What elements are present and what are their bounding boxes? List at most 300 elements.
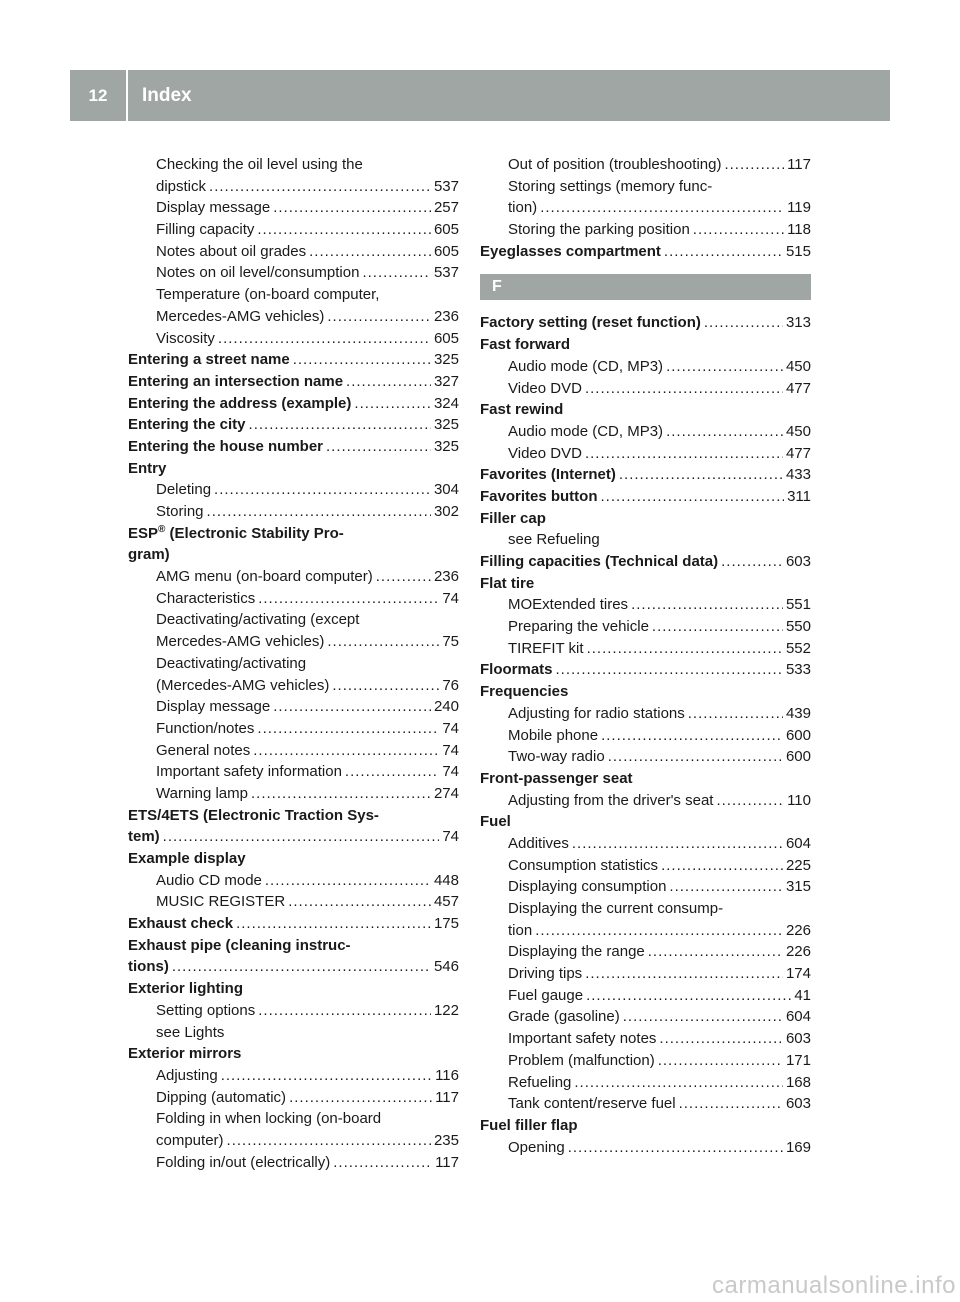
dot-leader xyxy=(288,891,431,913)
entry-text: Display message xyxy=(156,698,271,716)
entry-text: Deactivating/activating xyxy=(156,654,307,672)
page-ref: 600 xyxy=(785,726,811,744)
index-subentry xyxy=(480,176,811,198)
entry-text: Eyeglasses compartment xyxy=(480,242,661,260)
index-subentry xyxy=(480,1050,811,1072)
entry-text: Out of position (troubleshooting) xyxy=(508,156,722,173)
dot-leader xyxy=(659,1028,783,1050)
entry-text: Exterior mirrors xyxy=(128,1045,242,1063)
entry-text: Viscosity xyxy=(156,329,215,347)
index-heading xyxy=(480,464,811,486)
dot-leader xyxy=(716,790,784,812)
index-heading xyxy=(480,681,811,703)
index-subentry xyxy=(128,783,459,805)
dot-leader xyxy=(572,833,783,855)
index-subentry xyxy=(128,891,459,913)
index-subentry xyxy=(128,1022,459,1044)
index-subentry xyxy=(128,1108,459,1130)
index-subentry xyxy=(480,746,811,768)
page-ref: 550 xyxy=(785,618,811,636)
entry-text: Filling capacity xyxy=(156,221,255,239)
index-heading xyxy=(128,371,459,393)
entry-text: Storing the parking position xyxy=(508,221,690,239)
dot-leader xyxy=(221,1065,432,1087)
entry-text: Setting options xyxy=(156,1001,256,1019)
dot-leader xyxy=(648,941,783,963)
index-subentry xyxy=(128,566,459,588)
index-subentry xyxy=(128,197,459,219)
section-letter-bar: F xyxy=(480,274,811,300)
page-ref: 74 xyxy=(442,828,459,846)
index-subentry xyxy=(480,898,811,920)
entry-text: Warning lamp xyxy=(156,784,248,802)
index-subentry xyxy=(480,855,811,877)
index-heading xyxy=(128,436,459,458)
entry-text: Consumption statistics xyxy=(508,856,659,874)
page-ref: 439 xyxy=(785,704,811,722)
entry-text: Important safety information xyxy=(156,763,342,781)
dot-leader xyxy=(163,826,440,848)
dot-leader xyxy=(327,631,439,653)
page-ref: 169 xyxy=(785,1138,811,1156)
page-ref: 41 xyxy=(794,986,811,1004)
page-ref: 117 xyxy=(435,1153,459,1171)
dot-leader xyxy=(376,566,431,588)
dot-leader xyxy=(227,1130,431,1152)
index-subentry xyxy=(128,284,459,306)
entry-text: Entering a street name xyxy=(128,351,290,369)
index-subentry xyxy=(128,1152,459,1174)
index-subentry xyxy=(128,761,459,783)
entry-text: Tank content/reserve fuel xyxy=(508,1095,676,1113)
page-ref: 225 xyxy=(785,856,811,874)
index-column-right xyxy=(480,154,811,1158)
dot-leader xyxy=(293,349,431,371)
index-heading xyxy=(480,486,811,508)
entry-text: Adjusting for radio stations xyxy=(508,704,685,722)
index-heading xyxy=(128,458,459,480)
entry-text: tion) xyxy=(508,199,538,217)
index-subentry xyxy=(128,1000,459,1022)
dot-leader xyxy=(251,783,431,805)
index-subentry xyxy=(480,725,811,747)
page-ref: 236 xyxy=(433,307,459,325)
page-ref: 537 xyxy=(433,264,459,282)
index-subentry xyxy=(128,653,459,675)
entry-text: Fuel filler flap xyxy=(480,1116,578,1134)
dot-leader xyxy=(619,464,783,486)
index-subentry xyxy=(480,421,811,443)
index-subentry xyxy=(128,870,459,892)
entry-text: Mobile phone xyxy=(508,726,599,744)
dot-leader xyxy=(236,913,431,935)
index-subentry xyxy=(128,588,459,610)
entry-text: Entering the city xyxy=(128,416,246,434)
entry-text: Opening xyxy=(508,1138,565,1156)
page-ref: 325 xyxy=(433,437,459,455)
index-heading xyxy=(480,241,811,263)
index-subentry xyxy=(128,262,459,284)
page-ref: 110 xyxy=(787,791,811,809)
dot-leader xyxy=(258,588,439,610)
dot-leader xyxy=(631,594,783,616)
entry-text: dipstick xyxy=(156,177,207,195)
page-ref: 604 xyxy=(785,834,811,852)
index-group-f xyxy=(480,312,811,1158)
entry-text: Fuel gauge xyxy=(508,986,584,1004)
entry-text: Mercedes-AMG vehicles) xyxy=(156,633,325,651)
index-subentry xyxy=(480,154,811,176)
header-divider xyxy=(126,70,128,121)
dot-leader xyxy=(658,1050,783,1072)
page-ref: 600 xyxy=(785,748,811,766)
index-subentry xyxy=(480,197,811,219)
index-subentry xyxy=(128,328,459,350)
dot-leader xyxy=(568,1137,783,1159)
entry-text: Characteristics xyxy=(156,589,256,607)
index-heading xyxy=(480,1115,811,1137)
dot-leader xyxy=(207,501,431,523)
index-subentry xyxy=(128,176,459,198)
dot-leader xyxy=(585,963,783,985)
entry-text: Refueling xyxy=(508,1073,572,1091)
dot-leader xyxy=(623,1006,783,1028)
index-heading xyxy=(480,659,811,681)
dot-leader xyxy=(257,219,431,241)
entry-text: tion xyxy=(508,921,533,939)
index-subentry xyxy=(128,631,459,653)
dot-leader xyxy=(172,956,431,978)
watermark: carmanualsonline.info xyxy=(712,1272,956,1299)
entry-text: Deleting xyxy=(156,481,212,499)
entry-text: MOExtended tires xyxy=(508,596,629,614)
index-subentry xyxy=(128,1065,459,1087)
entry-text: (Mercedes-AMG vehicles) xyxy=(156,676,330,694)
page-ref: 315 xyxy=(785,878,811,896)
page-ref: 274 xyxy=(433,784,459,802)
dot-leader xyxy=(362,262,431,284)
page-ref: 327 xyxy=(433,372,459,390)
index-column-left xyxy=(128,154,459,1173)
entry-text: Grade (gasoline) xyxy=(508,1008,620,1026)
index-subentry xyxy=(480,941,811,963)
index-subentry xyxy=(128,241,459,263)
entry-text: see Lights xyxy=(156,1023,225,1041)
index-subentry xyxy=(480,790,811,812)
entry-text: Floormats xyxy=(480,661,553,679)
entry-text: Audio CD mode xyxy=(156,871,262,889)
page-ref: 533 xyxy=(785,661,811,679)
page-ref: 304 xyxy=(433,481,459,499)
page-ref: 74 xyxy=(442,763,459,781)
entry-text: Deactivating/activating (except xyxy=(156,611,360,629)
dot-leader xyxy=(669,876,783,898)
index-subentry xyxy=(128,154,459,176)
entry-text: Exhaust check xyxy=(128,915,234,933)
page-ref: 226 xyxy=(785,943,811,961)
page-ref: 603 xyxy=(785,553,811,570)
page-ref: 118 xyxy=(787,221,811,239)
page-ref: 240 xyxy=(433,698,459,716)
dot-leader xyxy=(704,312,783,334)
dot-leader xyxy=(652,616,783,638)
page-ref: 551 xyxy=(785,596,811,614)
index-heading xyxy=(128,848,459,870)
dot-leader xyxy=(585,378,783,400)
entry-text: Frequencies xyxy=(480,683,569,701)
dot-leader xyxy=(556,659,783,681)
entry-text: Adjusting from the driver's seat xyxy=(508,791,714,809)
entry-text: Fuel xyxy=(480,813,511,831)
index-heading xyxy=(128,805,459,827)
dot-leader xyxy=(574,1072,783,1094)
index-subentry xyxy=(128,696,459,718)
entry-text: TIREFIT kit xyxy=(508,639,584,657)
dot-leader xyxy=(721,551,783,573)
page-ref: 450 xyxy=(785,422,811,440)
dot-leader xyxy=(218,328,431,350)
dot-leader xyxy=(258,1000,431,1022)
page-ref: 226 xyxy=(785,921,811,939)
dot-leader xyxy=(249,414,431,436)
entry-text: Example display xyxy=(128,850,246,867)
page-ref: 603 xyxy=(785,1030,811,1048)
page-ref: 324 xyxy=(433,394,459,412)
entry-text: Driving tips xyxy=(508,965,583,983)
index-subentry xyxy=(480,1028,811,1050)
entry-text: AMG menu (on-board computer) xyxy=(156,568,373,586)
dot-leader xyxy=(693,219,784,241)
entry-text: tions) xyxy=(128,958,169,976)
index-subentry xyxy=(128,219,459,241)
entry-text: Audio mode (CD, MP3) xyxy=(508,422,664,440)
page-ref: 117 xyxy=(435,1088,459,1106)
index-subentry xyxy=(480,985,811,1007)
index-heading xyxy=(128,544,459,566)
entry-text: Entering an intersection name xyxy=(128,372,344,390)
page-ref: 257 xyxy=(433,199,459,217)
page-ref: 313 xyxy=(785,314,811,332)
page-ref: 515 xyxy=(785,242,811,260)
dot-leader xyxy=(257,718,439,740)
dot-leader xyxy=(679,1093,783,1115)
entry-text: Fast rewind xyxy=(480,401,564,419)
page-ref: 604 xyxy=(785,1008,811,1026)
entry-text: Storing settings (memory func- xyxy=(508,177,713,195)
entry-text: Important safety notes xyxy=(508,1030,657,1048)
index-subentry xyxy=(128,675,459,697)
entry-text: tem) xyxy=(128,828,160,846)
dot-leader xyxy=(273,696,431,718)
page-ref: 457 xyxy=(433,893,459,911)
entry-text: Flat tire xyxy=(480,574,535,592)
page-ref: 74 xyxy=(442,741,459,759)
dot-leader xyxy=(601,725,783,747)
page-ref: 552 xyxy=(785,639,811,657)
entry-text: ETS/4ETS (Electronic Traction Sys- xyxy=(128,806,379,824)
page-ref: 477 xyxy=(785,379,811,397)
page-ref: 117 xyxy=(787,156,811,173)
page-ref: 311 xyxy=(787,487,811,505)
page-header xyxy=(70,70,890,121)
page-ref: 75 xyxy=(442,633,459,651)
dot-leader xyxy=(209,176,431,198)
dot-leader xyxy=(346,371,431,393)
entry-text: Dipping (automatic) xyxy=(156,1088,287,1106)
page-ref: 116 xyxy=(435,1066,459,1084)
page-ref: 171 xyxy=(785,1051,811,1069)
index-heading xyxy=(128,523,459,545)
entry-text: Audio mode (CD, MP3) xyxy=(508,357,664,375)
dot-leader xyxy=(326,436,431,458)
page-number: 12 xyxy=(88,85,108,105)
dot-leader xyxy=(540,197,784,219)
entry-text: Entering the address (example) xyxy=(128,394,352,412)
dot-leader xyxy=(289,1087,432,1109)
page-ref: 235 xyxy=(433,1131,459,1149)
page-ref: 174 xyxy=(785,965,811,983)
index-heading xyxy=(480,312,811,334)
dot-leader xyxy=(585,443,783,465)
page-ref: 605 xyxy=(433,242,459,260)
entry-text: Entry xyxy=(128,459,167,477)
index-subentry xyxy=(128,740,459,762)
dot-leader xyxy=(214,479,431,501)
entry-text: Folding in/out (electrically) xyxy=(156,1153,331,1171)
page-ref: 76 xyxy=(442,676,459,694)
index-subentry xyxy=(480,833,811,855)
dot-leader xyxy=(608,746,783,768)
dot-leader xyxy=(333,1152,432,1174)
entry-text: ESP® (Electronic Stability Pro- xyxy=(128,523,344,542)
entry-text: Additives xyxy=(508,834,569,852)
page-title: Index xyxy=(142,85,192,106)
page-ref: 605 xyxy=(433,221,459,239)
dot-leader xyxy=(688,703,783,725)
page-ref: 477 xyxy=(785,444,811,462)
entry-text: Exhaust pipe (cleaning instruc- xyxy=(128,936,351,954)
entry-text: MUSIC REGISTER xyxy=(156,893,286,911)
index-subentry xyxy=(128,479,459,501)
entry-text: Displaying the current consump- xyxy=(508,900,724,917)
page-ref: 450 xyxy=(785,357,811,375)
entry-text: Notes about oil grades xyxy=(156,242,307,260)
entry-text: Factory setting (reset function) xyxy=(480,314,701,332)
page-ref: 302 xyxy=(433,503,459,520)
dot-leader xyxy=(309,241,431,263)
entry-text: Display message xyxy=(156,199,271,217)
index-subentry xyxy=(480,963,811,985)
entry-text: Mercedes-AMG vehicles) xyxy=(156,307,325,325)
index-group-e-continued xyxy=(480,154,811,262)
entry-text: Preparing the vehicle xyxy=(508,618,649,636)
index-heading xyxy=(128,414,459,436)
index-subentry xyxy=(480,219,811,241)
entry-text: Entering the house number xyxy=(128,437,324,455)
entry-text: Video DVD xyxy=(508,444,582,462)
index-heading xyxy=(128,826,459,848)
dot-leader xyxy=(265,870,431,892)
page-ref: 546 xyxy=(433,958,459,976)
entry-text: Checking the oil level using the xyxy=(156,156,363,173)
entry-text: Problem (malfunction) xyxy=(508,1051,655,1069)
index-heading xyxy=(480,811,811,833)
index-heading xyxy=(480,508,811,530)
index-heading xyxy=(480,573,811,595)
dot-leader xyxy=(586,985,791,1007)
index-subentry xyxy=(480,356,811,378)
entry-text: Filler cap xyxy=(480,509,546,527)
page-ref: 448 xyxy=(433,871,459,889)
dot-leader xyxy=(332,675,439,697)
dot-leader xyxy=(724,154,784,176)
page-ref: 122 xyxy=(433,1001,459,1019)
dot-leader xyxy=(354,393,431,415)
index-heading xyxy=(480,334,811,356)
index-subentry xyxy=(480,594,811,616)
index-subentry xyxy=(480,443,811,465)
index-subentry xyxy=(128,306,459,328)
dot-leader xyxy=(661,855,783,877)
index-subentry xyxy=(128,1087,459,1109)
index-subentry xyxy=(128,718,459,740)
entry-text: computer) xyxy=(156,1131,224,1149)
entry-text: Exterior lighting xyxy=(128,980,244,998)
entry-text: Folding in when locking (on-board xyxy=(156,1110,382,1128)
page-ref: 325 xyxy=(433,351,459,369)
entry-text: Favorites (Internet) xyxy=(480,466,616,484)
entry-text: gram) xyxy=(128,546,170,564)
entry-text: Temperature (on-board computer, xyxy=(156,286,380,304)
index-subentry xyxy=(480,1072,811,1094)
index-subentry xyxy=(480,920,811,942)
index-subentry xyxy=(480,378,811,400)
entry-text: Filling capacities (Technical data) xyxy=(480,553,719,570)
dot-leader xyxy=(587,638,783,660)
index-subentry xyxy=(480,1137,811,1159)
index-subentry xyxy=(128,501,459,523)
entry-text: Displaying consumption xyxy=(508,878,667,896)
dot-leader xyxy=(253,740,439,762)
index-subentry xyxy=(480,1006,811,1028)
page-ref: 537 xyxy=(433,177,459,195)
index-heading xyxy=(128,393,459,415)
entry-text: Storing xyxy=(156,503,204,520)
index-heading xyxy=(128,1043,459,1065)
page-ref: 119 xyxy=(787,199,811,217)
page-ref: 603 xyxy=(785,1095,811,1113)
index-heading xyxy=(128,935,459,957)
page-ref: 168 xyxy=(785,1073,811,1091)
entry-text: Notes on oil level/consumption xyxy=(156,264,360,282)
entry-text: see Refueling xyxy=(508,531,600,549)
index-subentry xyxy=(480,638,811,660)
page-ref: 433 xyxy=(785,466,811,484)
dot-leader xyxy=(666,356,783,378)
entry-text: Video DVD xyxy=(508,379,582,397)
entry-text: Two-way radio xyxy=(508,748,605,766)
dot-leader xyxy=(535,920,783,942)
index-heading xyxy=(128,978,459,1000)
entry-text: Fast forward xyxy=(480,336,571,354)
page-ref: 605 xyxy=(433,329,459,347)
entry-text: Adjusting xyxy=(156,1066,218,1084)
page-ref: 74 xyxy=(442,589,459,607)
entry-text: Displaying the range xyxy=(508,943,645,961)
dot-leader xyxy=(273,197,431,219)
index-subentry xyxy=(480,876,811,898)
index-subentry xyxy=(480,529,811,551)
